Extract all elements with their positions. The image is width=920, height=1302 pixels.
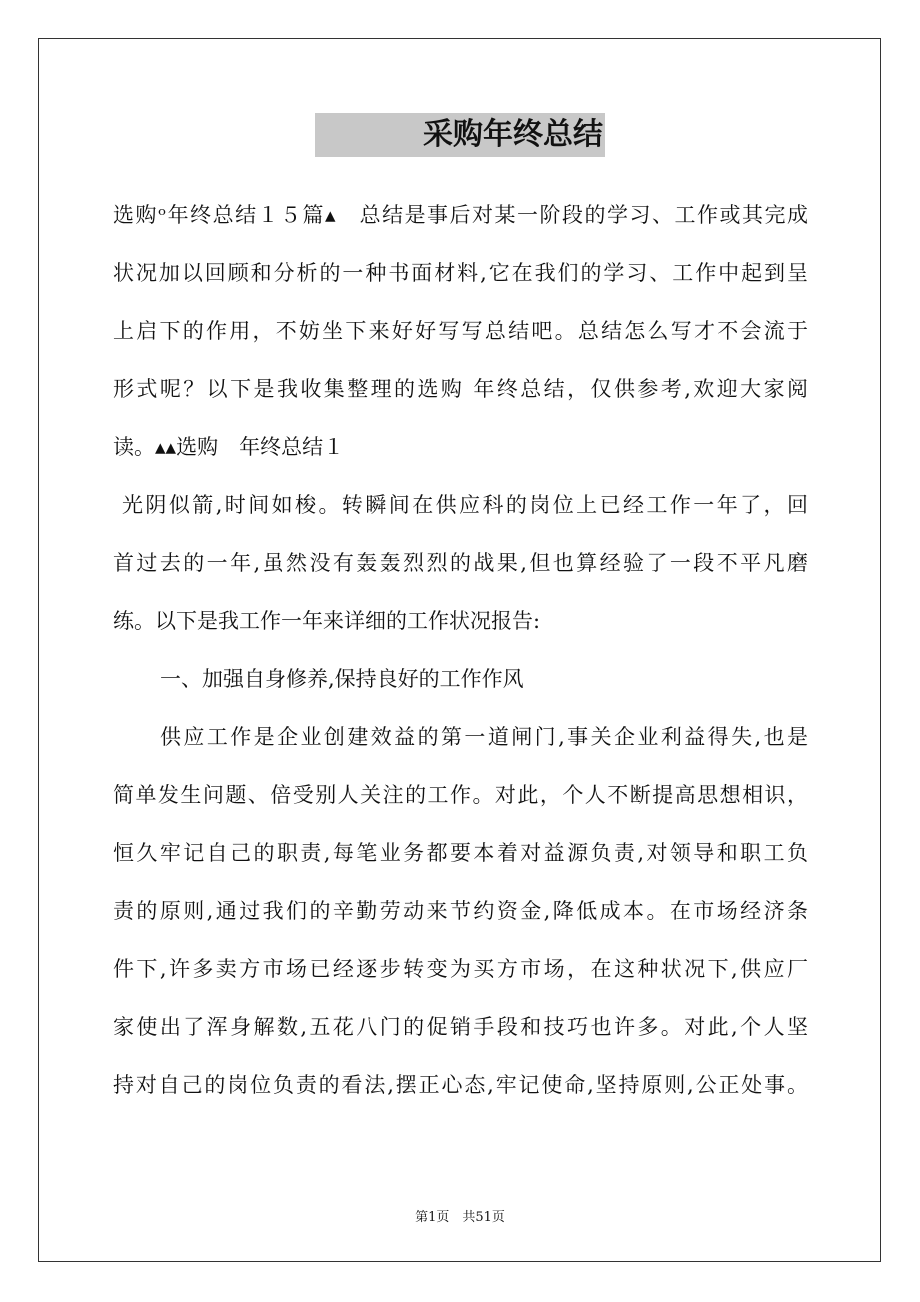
text-line: 简单发生问题、倍受别人关注的工作。对此，个人不断提高思想相识， — [113, 783, 808, 807]
text-line: 形式呢？以下是我收集整理的选购 年终总结，仅供参考,欢迎大家阅 — [113, 377, 808, 401]
text-line: 家使出了浑身解数,五花八门的促销手段和技巧也许多。对此,个人坚 — [113, 1015, 808, 1039]
text-line: 选购ᵒ年终总结１５篇▴ 总结是事后对某一阶段的学习、工作或其完成 — [113, 203, 808, 227]
text-line: 供应工作是企业创建效益的第一道闸门,事关企业利益得失,也是 — [160, 725, 808, 749]
document-title: 采购年终总结 — [423, 117, 603, 152]
text-line: 恒久牢记自己的职责,每笔业务都要本着对益源负责,对领导和职工负 — [113, 841, 808, 865]
section-heading: 一、加强自身修养,保持良好的工作作风 — [160, 667, 524, 691]
text-line: 持对自己的岗位负责的看法,摆正心态,牢记使命,坚持原则,公正处事。 — [113, 1073, 808, 1097]
text-line: 上启下的作用，不妨坐下来好好写写总结吧。总结怎么写才不会流于 — [113, 319, 808, 343]
text-line: 练。以下是我工作一年来详细的工作状况报告: — [113, 609, 541, 633]
text-line: 状况加以回顾和分析的一种书面材料,它在我们的学习、工作中起到呈 — [113, 261, 808, 285]
text-line: 光阴似箭,时间如梭。转瞬间在供应科的岗位上已经工作一年了，回 — [122, 493, 808, 517]
text-line: 责的原则,通过我们的辛勤劳动来节约资金,降低成本。在市场经济条 — [113, 899, 808, 923]
text-line: 读。▴▴选购 年终总结１ — [113, 435, 345, 459]
text-line: 首过去的一年,虽然没有轰轰烈烈的战果,但也算经验了一段不平凡磨 — [113, 551, 808, 575]
text-line: 件下,许多卖方市场已经逐步转变为买方市场，在这种状况下,供应厂 — [113, 957, 808, 981]
page-number: 第1页 共51页 — [415, 1210, 505, 1225]
